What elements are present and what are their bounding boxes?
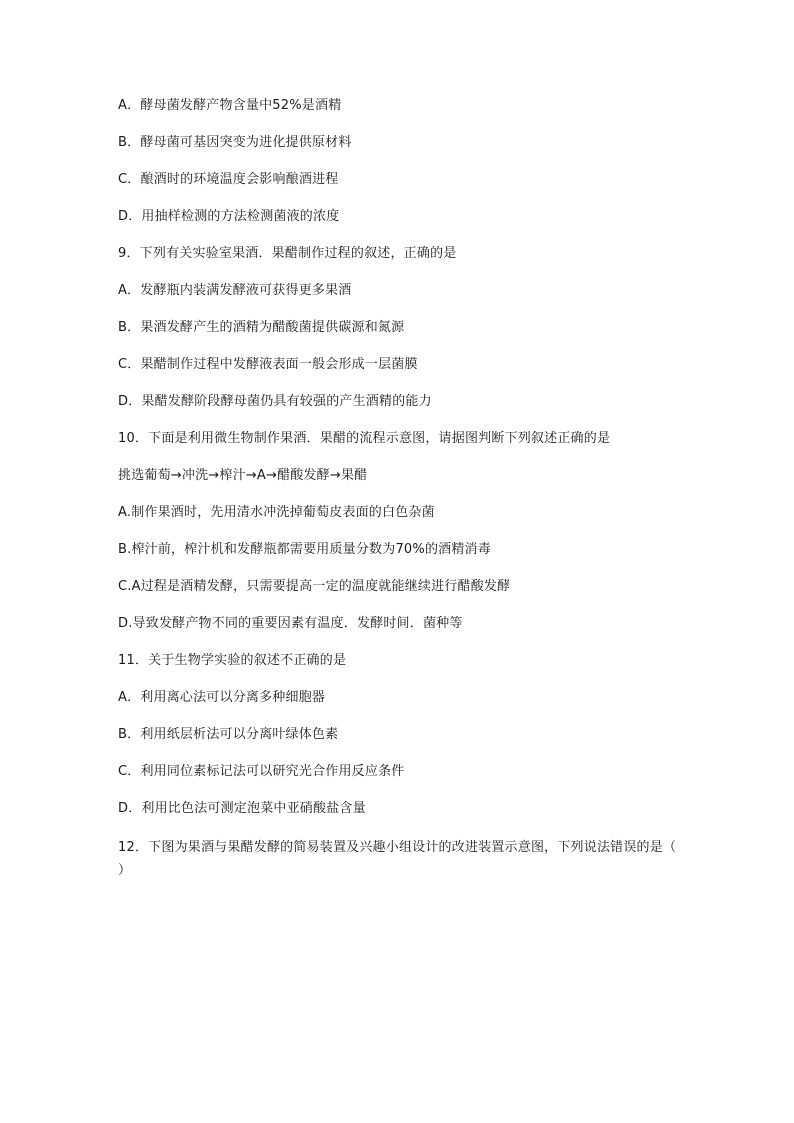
option-10b: B.榨汁前，榨汁机和发酵瓶都需要用质量分数为70%的酒精消毒	[118, 542, 491, 557]
option-10d: D.导致发酵产物不同的重要因素有温度．发酵时间．菌种等	[118, 616, 463, 631]
option-9c: C．果醋制作过程中发酵液表面一般会形成一层菌膜	[118, 357, 418, 372]
option-11d: D．利用比色法可测定泡菜中亚硝酸盐含量	[118, 801, 366, 816]
option-9b: B．果酒发酵产生的酒精为醋酸菌提供碳源和氮源	[118, 320, 405, 335]
option-9a: A．发酵瓶内装满发酵液可获得更多果酒	[118, 283, 352, 298]
question-content	[118, 96, 703, 882]
option-8a: A．酵母菌发酵产物含量中52%是酒精	[118, 98, 342, 113]
option-9d: D．果醋发酵阶段酵母菌仍具有较强的产生酒精的能力	[118, 394, 432, 409]
option-8d: D．用抽样检测的方法检测菌液的浓度	[118, 209, 340, 224]
option-11b: B．利用纸层析法可以分离叶绿体色素	[118, 727, 339, 742]
option-11a: A．利用离心法可以分离多种细胞器	[118, 690, 326, 705]
option-11c: C．利用同位素标记法可以研究光合作用反应条件	[118, 764, 405, 779]
process-flow: 挑选葡萄→冲洗→榨汁→A→醋酸发酵→果醋	[118, 468, 368, 483]
option-10c: C.A过程是酒精发酵，只需要提高一定的温度就能继续进行醋酸发酵	[118, 579, 511, 594]
option-8c: C．酿酒时的环境温度会影响酿酒进程	[118, 172, 339, 187]
question-12: 12．下图为果酒与果醋发酵的简易装置及兴趣小组设计的改进装置示意图，下列说法错误的是（ ）	[118, 840, 703, 878]
question-11: 11．关于生物学实验的叙述不正确的是	[118, 653, 347, 668]
question-10: 10．下面是利用微生物制作果酒．果醋的流程示意图，请据图判断下列叙述正确的是	[118, 431, 611, 446]
option-10a: A.制作果酒时，先用清水冲洗掉葡萄皮表面的白色杂菌	[118, 505, 435, 520]
option-8b: B．酵母菌可基因突变为进化提供原材料	[118, 135, 352, 150]
question-9: 9．下列有关实验室果酒．果醋制作过程的叙述，正确的是	[118, 246, 457, 261]
